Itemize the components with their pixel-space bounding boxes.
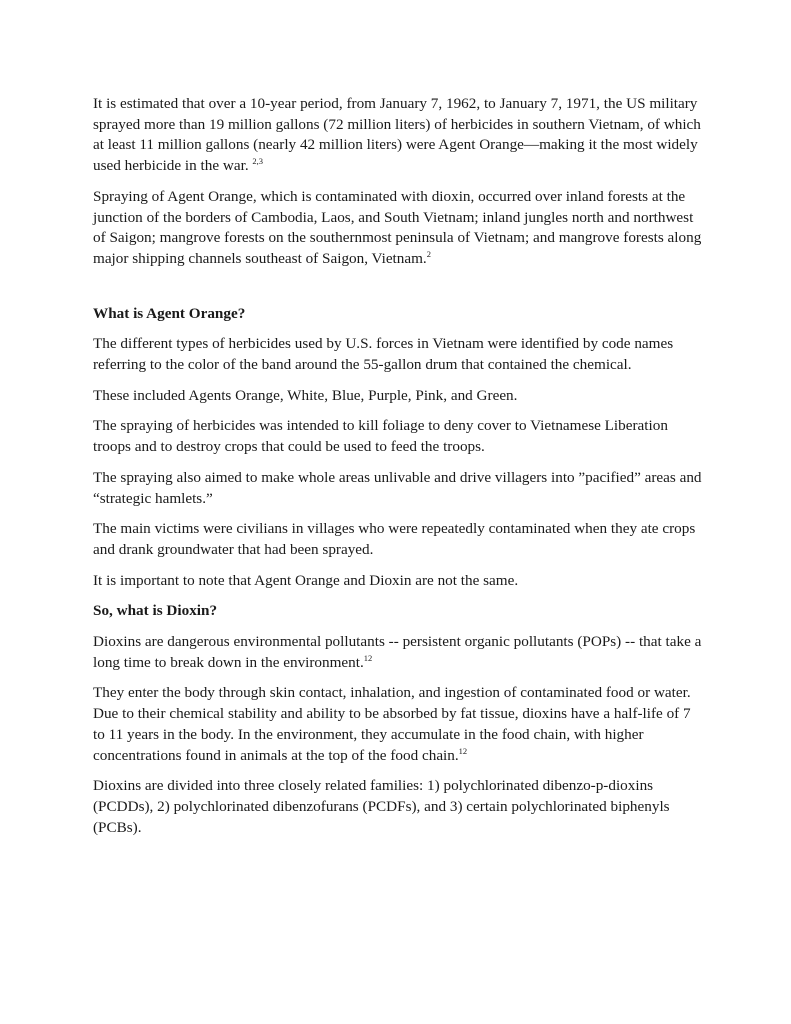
paragraph-spraying-locations: Spraying of Agent Orange, which is contaminated with dioxin, occurred over inland forests at the junction of the borders of Cambodia, Laos, and South Vietnam; inland jungles north and northwest of Saigon; mangrove forests on the southernmost peninsula of Vietnam; and mangrove forests along major shipping channels southeast of Saigon, Vietnam.$^2$ <box>93 187 702 267</box>
paragraph-main-victims: The main victims were civilians in villages who were repeatedly contaminated when they ate crops and drank groundwater that had been sprayed. <box>93 520 696 558</box>
paragraph-not-same: It is important to note that Agent Orange and Dioxin are not the same. <box>93 571 519 589</box>
paragraph-herbicide-volume: It is estimated that over a 10-year period, from January 7, 1962, to January 7, 1971, the US military sprayed more than 19 million gallons (72 million liters) of herbicides in southern Vietnam, of which at least 11 million gallons (nearly 42 million liters) were Agent Orange—making it the most widely used herbicide in the war. $^{2,3}$ <box>93 95 701 175</box>
paragraph-dioxin-families: Dioxins are divided into three closely related families: 1) polychlorinated dibenzo-p-dioxins (PCDDs), 2) polychlorinated dibenzofurans (PCDFs), and 3) certain polychlorinated biphenyls (PCBs). <box>93 777 670 836</box>
citation-ref: 12 <box>363 652 373 663</box>
paragraph-dioxin-pollutants: Dioxins are dangerous environmental pollutants -- persistent organic pollutants (POPs) -- that take a long time to break down in the environment.$^{12}$ <box>93 633 702 671</box>
paragraph-unlivable-areas: The spraying also aimed to make whole areas unlivable and drive villagers into ”pacified” areas and “strategic hamlets.” <box>93 468 702 507</box>
paragraph-agent-list: These included Agents Orange, White, Blue, Purple, Pink, and Green. <box>93 386 518 404</box>
heading-what-is-dioxin: So, what is Dioxin? <box>93 602 218 620</box>
paragraph-spraying-purpose: The spraying of herbicides was intended to kill foliage to deny cover to Vietnamese Liberation troops and to destroy crops that could be used to feed the troops. <box>93 417 668 456</box>
paragraph-body-exposure: They enter the body through skin contact, inhalation, and ingestion of contaminated food or water. Due to their chemical stability and ability to be absorbed by fat tissue, dioxins have a half-life of 7 to 11 years in the body. In the environment, they accumulate in the food chain, with higher concentrations found in animals at the top of the food chain.$^{12}$ <box>93 684 691 764</box>
paragraph-code-names: The different types of herbicides used by U.S. forces in Vietnam were identified by code names referring to the color of the band around the 55-gallon drum that contained the chemical. <box>93 335 674 374</box>
citation-ref: 2,3 <box>252 156 264 167</box>
heading-what-is-agent-orange: What is Agent Orange? <box>93 304 246 322</box>
citation-ref: 12 <box>458 745 468 756</box>
citation-ref: 2 <box>426 248 431 259</box>
document-page <box>93 94 705 848</box>
